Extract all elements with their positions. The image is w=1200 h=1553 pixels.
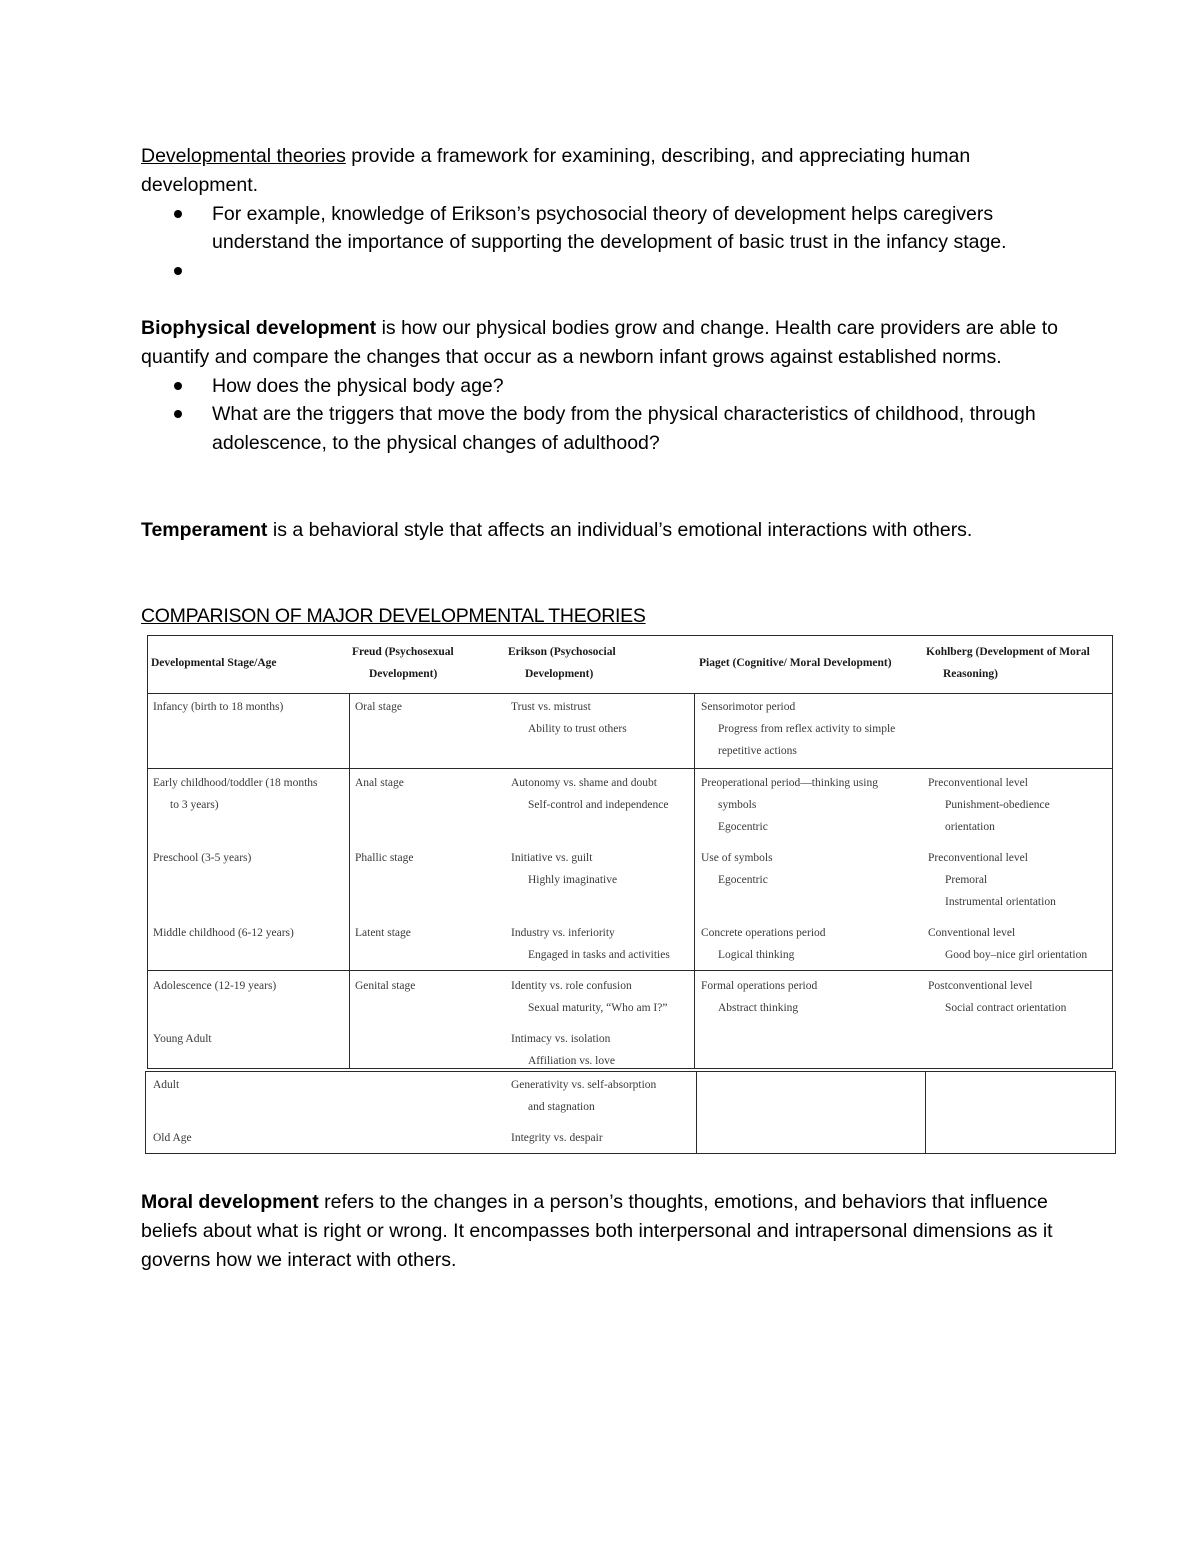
intro-paragraph — [141, 142, 1071, 200]
adult-erikson: Generativity vs. self-absorption and stagnation — [511, 1079, 657, 1113]
preschool-freud: Phallic stage — [355, 852, 414, 864]
table-row-divider-2 — [147, 970, 1113, 971]
table-col-divider-stage — [349, 693, 350, 1069]
infancy-freud: Oral stage — [355, 701, 402, 713]
intro-term: Developmental theories — [141, 145, 346, 167]
header-erikson — [508, 641, 616, 685]
table-header-divider — [147, 693, 1113, 694]
preschool-erikson: Initiative vs. guilt Highly imaginative — [511, 852, 618, 886]
old-age-stage: Old Age — [153, 1132, 192, 1144]
infancy-piaget: Sensorimotor period Progress from reflex activity to simple repetitive actions — [701, 701, 896, 757]
infancy-erikson: Trust vs. mistrust Ability to trust others — [511, 701, 627, 735]
preschool-stage: Preschool (3-5 years) — [153, 852, 252, 864]
header-kohlberg — [926, 641, 1090, 685]
header-stage: Developmental Stage/Age — [151, 657, 277, 669]
middle-piaget: Concrete operations period Logical thinking — [701, 927, 826, 961]
biophysical-text: is how our physical bodies grow and change. Health care providers are able to quantify and compare the changes that occur as a newborn infant grows against established norms. — [141, 317, 1058, 368]
table-row-divider-4 — [145, 1071, 1116, 1072]
moral-section — [141, 1188, 1071, 1274]
intro-section — [141, 142, 1071, 286]
infancy-stage: Infancy (birth to 18 months) — [153, 701, 284, 713]
adult-stage: Adult — [153, 1079, 180, 1091]
table-col-divider-erikson-lower — [696, 1071, 697, 1154]
biophysical-paragraph — [141, 314, 1071, 372]
toddler-freud: Anal stage — [355, 777, 404, 789]
adolescence-freud: Genital stage — [355, 980, 416, 992]
header-kohlberg-line-1: Kohlberg (Development of Moral — [926, 646, 1090, 658]
middle-stage: Middle childhood (6-12 years) — [153, 927, 294, 939]
header-piaget: Piaget (Cognitive/ Moral Development) — [699, 657, 892, 669]
table-col-divider-kohlberg-lower — [925, 1071, 926, 1154]
adolescence-kohlberg: Postconventional level Social contract orientation — [928, 980, 1067, 1014]
toddler-stage: Early childhood/toddler (18 months to 3 years) — [153, 777, 318, 811]
adolescence-stage: Adolescence (12-19 years) — [153, 980, 277, 992]
table-title: COMPARISON OF MAJOR DEVELOPMENTAL THEORIES — [141, 605, 646, 627]
intro-text: provide a framework for examining, describing, and appreciating human development. — [141, 145, 971, 196]
biophysical-bullet-2: What are the triggers that move the body from the physical characteristics of childhood, through adolescence, to the physical changes of adulthood? — [212, 400, 1071, 458]
biophysical-bullet-1: How does the physical body age? — [212, 372, 1071, 401]
header-freud-line-2: Development) — [369, 668, 438, 680]
temperament-term: Temperament — [141, 519, 268, 541]
table-border-top — [147, 635, 1113, 636]
young-adult-stage: Young Adult — [153, 1033, 212, 1045]
middle-erikson: Industry vs. inferiority Engaged in tasks and activities — [511, 927, 670, 961]
moral-term: Moral development — [141, 1191, 319, 1213]
preschool-kohlberg: Preconventional level Premoral Instrumental orientation — [928, 852, 1056, 908]
header-erikson-line-1: Erikson (Psychosocial — [508, 646, 616, 658]
moral-text: refers to the changes in a person’s thoughts, emotions, and behaviors that influence beliefs about what is right or wrong. It encompasses both interpersonal and intrapersonal dimensions as it governs how we interact with others. — [141, 1191, 1053, 1271]
intro-bullet-2 — [212, 257, 1071, 286]
header-kohlberg-line-2: Reasoning) — [943, 668, 998, 680]
table-border-left — [147, 635, 148, 1069]
adolescence-piaget: Formal operations period Abstract thinking — [701, 980, 818, 1014]
table-row-divider-3 — [147, 1068, 1113, 1069]
temperament-section — [141, 516, 1071, 545]
table-border-left-lower — [145, 1071, 146, 1154]
header-freud-line-1: Freud (Psychosexual — [352, 646, 454, 658]
header-erikson-line-2: Development) — [525, 668, 594, 680]
intro-bullet-1: For example, knowledge of Erikson’s psychosocial theory of development helps caregivers understand the importance of supporting the development of basic trust in the infancy stage. — [212, 200, 1071, 258]
toddler-piaget: Preoperational period—thinking using symbols Egocentric — [701, 777, 878, 833]
young-adult-erikson: Intimacy vs. isolation Affiliation vs. love — [511, 1033, 615, 1067]
middle-freud: Latent stage — [355, 927, 411, 939]
table-border-right-lower — [1115, 1071, 1116, 1154]
toddler-kohlberg: Preconventional level Punishment-obedience orientation — [928, 777, 1050, 833]
toddler-erikson: Autonomy vs. shame and doubt Self-control and independence — [511, 777, 669, 811]
table-row-divider-1 — [147, 768, 1113, 769]
adolescence-erikson: Identity vs. role confusion Sexual maturity, “Who am I?” — [511, 980, 668, 1014]
moral-paragraph — [141, 1188, 1071, 1274]
table-border-right — [1112, 635, 1113, 1069]
header-freud — [352, 641, 454, 685]
biophysical-bullet-list — [141, 372, 1071, 458]
old-age-erikson: Integrity vs. despair — [511, 1132, 603, 1144]
temperament-paragraph — [141, 516, 1071, 545]
middle-kohlberg: Conventional level Good boy–nice girl orientation — [928, 927, 1088, 961]
table-border-bottom — [145, 1153, 1116, 1154]
temperament-text: is a behavioral style that affects an individual’s emotional interactions with others. — [267, 519, 973, 541]
preschool-piaget: Use of symbols Egocentric — [701, 852, 773, 886]
biophysical-section — [141, 314, 1071, 458]
table-col-divider-erikson — [694, 693, 695, 1069]
intro-bullet-list — [141, 200, 1071, 286]
biophysical-term: Biophysical development — [141, 317, 377, 339]
